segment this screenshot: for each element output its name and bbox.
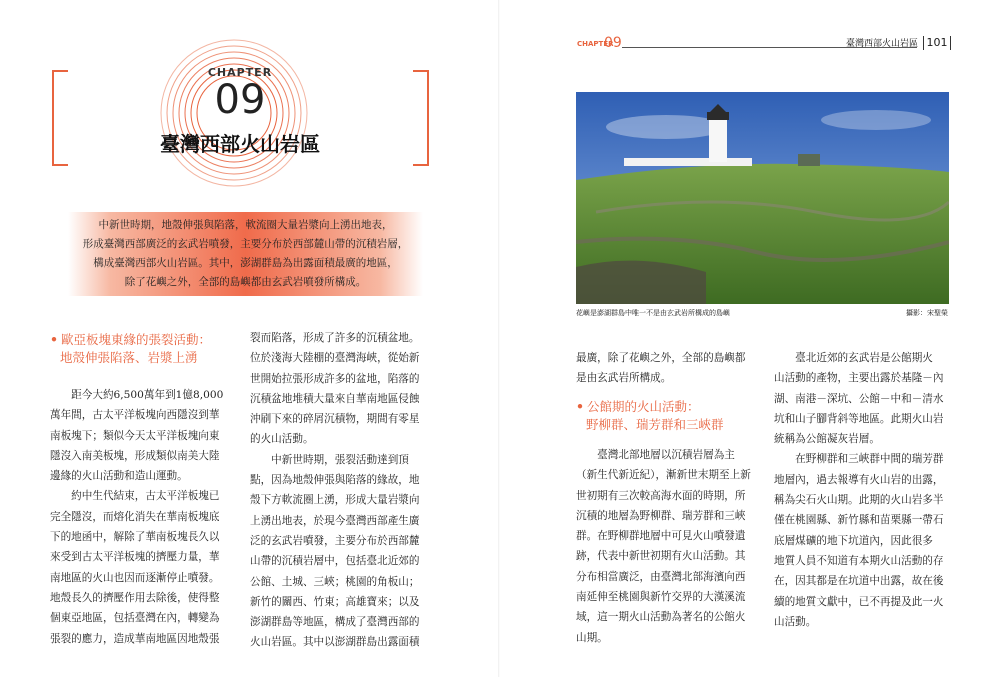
section-heading-2: • 公館期的火山活動： 野柳群、瑞芳群和三峽群	[576, 399, 724, 432]
intro-line: 構成臺灣西部火山岩區。其中，澎湖群島為出露面積最廣的地區，	[93, 257, 398, 269]
running-header-title: 臺灣西部火山岩區	[845, 39, 918, 49]
text-line: 域，這一期火山活動為著名的公館火	[576, 611, 746, 624]
text-line: 是由玄武岩所構成。	[576, 372, 672, 385]
text-line: 個東亞地區，包括臺灣在內，轉變為	[50, 612, 220, 625]
chapter-title: 臺灣西部火山岩區	[160, 132, 320, 156]
text-line: 續的地質文獻中，已不再提及此一火	[774, 595, 944, 608]
text-line: 沖刷下來的碎屑沉積物，期間有零星	[250, 413, 420, 426]
text-line: 裂而陷落，形成了許多的沉積盆地。	[250, 332, 420, 344]
text-line: 山期。	[576, 631, 608, 644]
text-line: 完全隱沒，而熔化消失在華南板塊底	[50, 510, 220, 523]
text-line: 僅在桃園縣、新竹縣和苗栗縣一帶石	[774, 514, 944, 527]
section-heading-1: • 歐亞板塊東緣的張裂活動： 地殼伸張陷落、岩漿上湧	[50, 332, 212, 365]
text-column-4	[774, 348, 944, 632]
left-bracket	[52, 70, 68, 166]
text-column-3-top	[576, 348, 746, 389]
text-line: 臺北近郊的玄武岩是公館期火	[774, 352, 933, 364]
text-line: 沉積盆地堆積大量來自華南地區侵蝕	[250, 392, 420, 405]
text-line: 沉積的地層為野柳群、瑞芳群和三峽	[576, 509, 746, 522]
text-line: 跡，代表中新世初期有火山活動。其	[576, 550, 746, 563]
text-line: 殼下方軟流圈上湧，形成大量岩漿向	[250, 494, 420, 507]
intro-line: 中新世時期，地殼伸張與陷落，軟流圈大量岩漿向上湧出地表，	[98, 219, 393, 231]
right-bracket	[413, 70, 429, 166]
text-line: 南板塊下；類似今天太平洋板塊向東	[50, 429, 220, 442]
chapter-label: CHAPTER	[207, 66, 273, 79]
text-line: 邊緣的火山活動和造山運動。	[50, 470, 188, 483]
text-column-1	[50, 385, 223, 649]
text-line: 約中生代結束，古太平洋板塊已	[50, 490, 220, 503]
text-line: 在，因其都是在坑道中出露，故在後	[774, 575, 944, 588]
running-header-chapter: CHAPTER	[577, 40, 614, 48]
text-line: 地質人員不知道有本期火山活動的存	[774, 554, 944, 567]
text-line: 臺灣北部地層以沉積岩層為主	[576, 449, 735, 461]
text-line: （新生代新近紀），漸新世末期至上新	[576, 469, 751, 482]
text-line: 山活動的產物，主要出露於基隆－內	[774, 372, 944, 385]
text-line: 距今大約6,500萬年到1億8,000	[50, 389, 224, 401]
text-line: 的火山活動。	[250, 433, 314, 446]
text-line: 下的地函中，解除了華南板塊長久以	[50, 531, 220, 544]
text-line: 公館、土城、三峽；桃園的角板山；	[250, 575, 420, 588]
text-line: 世開始拉張形成許多的盆地，陷落的	[250, 372, 420, 385]
text-column-3	[576, 445, 751, 648]
photo-caption: 花嶼是澎湖群島中唯一不是由玄武岩所構成的島嶼	[576, 309, 730, 317]
section-heading-line: 野柳群、瑞芳群和三峽群	[586, 417, 724, 432]
section-heading-line: 公館期的火山活動：	[587, 399, 700, 414]
intro-line: 形成臺灣西部廣泛的玄武岩噴發，主要分布於西部麓山帶的沉積岩層，	[82, 238, 409, 250]
text-column-2	[250, 328, 420, 653]
text-line: 位於淺海大陸棚的臺灣海峽，從始新	[250, 352, 420, 365]
text-line: 坑和山子腳背斜等地區。此期火山岩	[774, 412, 944, 425]
text-line: 中新世時期，張裂活動達到頂	[250, 453, 409, 466]
text-line: 底層煤礦的地下坑道內，因此很多	[774, 534, 933, 547]
lighthouse-photo	[576, 92, 949, 304]
text-line: 地殼長久的擠壓作用去除後，使得整	[50, 591, 220, 604]
running-header-number: 09	[604, 35, 622, 51]
text-line: 湖、南港－深坑、公館－中和－清水	[774, 392, 944, 405]
text-line: 萬年間，古太平洋板塊向西隱沒到華	[50, 409, 220, 422]
text-line: 世初期有三次較高海水面的時期，所	[576, 489, 746, 502]
text-line: 最廣，除了花嶼之外，全部的島嶼都	[576, 352, 746, 364]
text-line: 隱沒入南美板塊，形成類似南美大陸	[50, 449, 220, 462]
text-line: 泛的玄武岩噴發，主要分布於西部麓	[250, 534, 420, 547]
text-line: 山帶的沉積岩層中，包括臺北近郊的	[250, 555, 420, 568]
section-heading-line: 地殼伸張陷落、岩漿上湧	[60, 350, 198, 365]
text-line: 火山岩區。其中以澎湖群島出露面積	[250, 636, 420, 649]
text-line: 張裂的應力，造成華南地區因地殼張	[50, 632, 220, 645]
text-line: 山活動。	[774, 615, 817, 628]
text-line: 分布相當廣泛，由臺灣北部海濱向西	[576, 570, 746, 583]
text-line: 群。在野柳群地層中可見火山噴發遺	[576, 530, 746, 543]
text-line: 地層內，過去報導有火山岩的出露，	[774, 473, 944, 486]
text-line: 統稱為公館凝灰岩層。	[774, 433, 880, 446]
intro-line: 除了花嶼之外，全部的島嶼都由玄武岩噴發所構成。	[124, 276, 367, 288]
text-line: 來受到古太平洋板塊的擠壓力量，華	[50, 551, 220, 564]
text-line: 在野柳群和三峽群中間的瑞芳群	[774, 453, 944, 466]
text-line: 南地區的火山也因而逐漸停止噴發。	[50, 571, 220, 584]
text-line: 稱為尖石火山期。此期的火山岩多半	[774, 494, 944, 507]
page-number: 101	[923, 36, 951, 50]
text-line: 點，因為地殼伸張與陷落的緣故，地	[250, 474, 420, 487]
photo-credit: 攝影：宋聖榮	[906, 309, 948, 317]
intro-box	[68, 212, 423, 296]
text-line: 南延伸至桃園與新竹交界的大漢溪流	[576, 591, 746, 604]
text-line: 澎湖群島等地區，構成了臺灣西部的	[250, 616, 420, 629]
chapter-number: 09	[214, 77, 266, 123]
text-line: 上湧出地表，於現今臺灣西部產生廣	[250, 514, 420, 527]
text-line: 新竹的關西、竹東；高雄寶來；以及	[250, 595, 420, 608]
section-heading-line: 歐亞板塊東緣的張裂活動：	[61, 332, 212, 347]
